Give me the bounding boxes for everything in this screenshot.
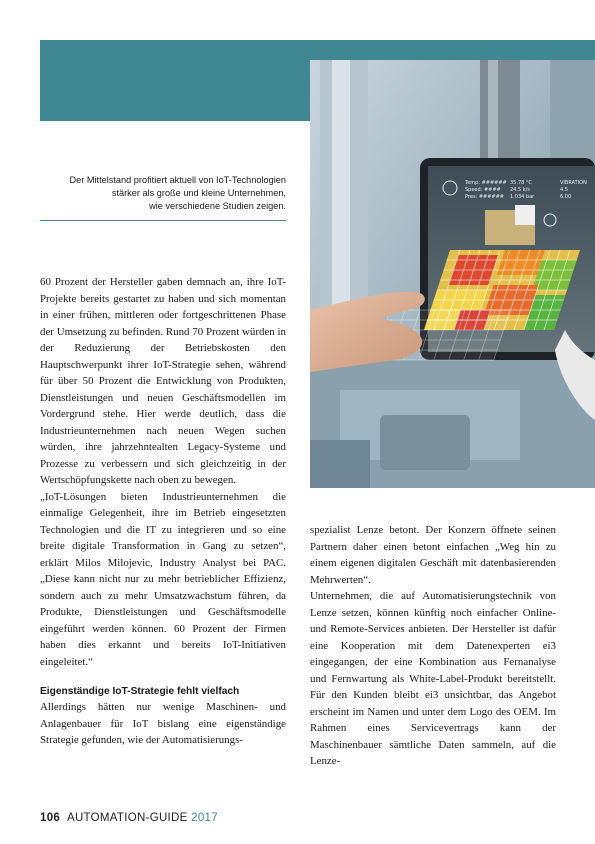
tablet-readout: Temp: ###### bbox=[465, 180, 507, 186]
caption-line: stärker als große und kleine Unternehmen, bbox=[111, 188, 286, 198]
tablet-readout: VIBRATION bbox=[560, 180, 587, 186]
article-column-right bbox=[310, 522, 556, 770]
header-accent-block bbox=[40, 60, 310, 121]
body-paragraph: spezialist Lenze betont. Der Konzern öffnete seinen Partnern daher einen betont einfachen „Weg hin zu einem eigenen digitalen Geschäft mit datenbasierenden Mehrwerten“. bbox=[310, 524, 556, 586]
body-paragraph: Allerdings hätten nur wenige Maschinen- und Anlagenbauer für IoT bislang eine eigenständige Strategie gefunden, wie der Automatisierungs- bbox=[40, 701, 286, 746]
image-caption bbox=[40, 174, 286, 213]
tablet-readout: Speed: #### bbox=[465, 187, 501, 193]
tablet-readout: 24.5 k/s bbox=[510, 187, 530, 193]
caption-rule bbox=[40, 220, 286, 221]
section-subheading: Eigenständige IoT-Strategie fehlt vielfach bbox=[40, 686, 240, 697]
tablet-readout: 1.034 bar bbox=[510, 194, 535, 200]
body-paragraph: Unternehmen, die auf Automatisierungstechnik von Lenze setzen, können künftig noch einfacher Online- und Remote-Services anbieten. Der Hersteller ist dafür eine Kooperation mit dem Datenexperten ei3 eingegangen, der eine Kombination aus Fernanalyse und Fernwartung als White-Label-Produkt bereitstellt. Für den Kunden bleibt ei3 unsichtbar, das Angebot erscheint im Namen und unter dem Logo des OEM. Im Rahmen eines Servicevertrags kann der Maschinenbauer sämtliche Daten sammeln, auf die Lenze- bbox=[310, 590, 556, 767]
article-column-left bbox=[40, 274, 286, 749]
publication-year: 2017 bbox=[191, 812, 218, 824]
tablet-readout: 4.5 bbox=[560, 187, 568, 193]
hero-image bbox=[310, 60, 595, 488]
header-accent-bar bbox=[40, 40, 595, 60]
publication-name: AUTOMATION-GUIDE bbox=[66, 812, 188, 824]
body-paragraph: „IoT-Lösungen bieten Industrieunternehmen die einmalige Gelegenheit, ihre im Betrieb eingesetzten Technologien und die IT zu integrieren und so eine breite digitale Transformation in Gang zu setzen“, erklärt Milos Milojevic, Industry Analyst bei PAC. „Diese kann nicht nur zu mehr betrieblicher Effizienz, sondern auch zu mehr Umsatzwachstum führen, da Produkte, Dienstleistungen und Geschäftsmodelle eingeführt werden können. 60 Prozent der Firmen haben dies erkannt und bereits IoT-Initiativen eingeleitet.“ bbox=[40, 490, 286, 668]
caption-line: Der Mittelstand profitiert aktuell von IoT-Technologien bbox=[69, 175, 286, 185]
hero-illustration bbox=[310, 60, 595, 488]
tablet-readout: 35.78 °C bbox=[510, 180, 532, 186]
page-footer bbox=[40, 812, 218, 824]
body-paragraph: 60 Prozent der Hersteller gaben demnach an, ihre IoT-Projekte bereits gestartet zu haben und sich momentan in einer frühen, mittleren oder fortgeschrittenen Phase der Umsetzung zu befinden. Rund 70 Prozent würden in der Reduzierung der Betriebskosten den Hauptschwerpunkt ihrer IoT-Strategie sehen, während für über 50 Prozent die Entwicklung von Produkten, Dienstleistungen und neuen Geschäftsmodellen im Vordergrund stehe. Hier werde deutlich, dass die Industrieunternehmen nach neuen Wegen suchen würden, ihre jahrzehntealten Legacy-Systeme und Prozesse zu verbessern und sich gleichzeitig in der Wertschöpfungskette nach oben zu bewegen. bbox=[40, 276, 286, 486]
caption-line: wie verschiedene Studien zeigen. bbox=[149, 201, 286, 211]
tablet-readout: 6.00 bbox=[560, 194, 572, 200]
tablet-readout: Pres: ###### bbox=[465, 194, 504, 200]
page-number: 106 bbox=[40, 812, 61, 824]
